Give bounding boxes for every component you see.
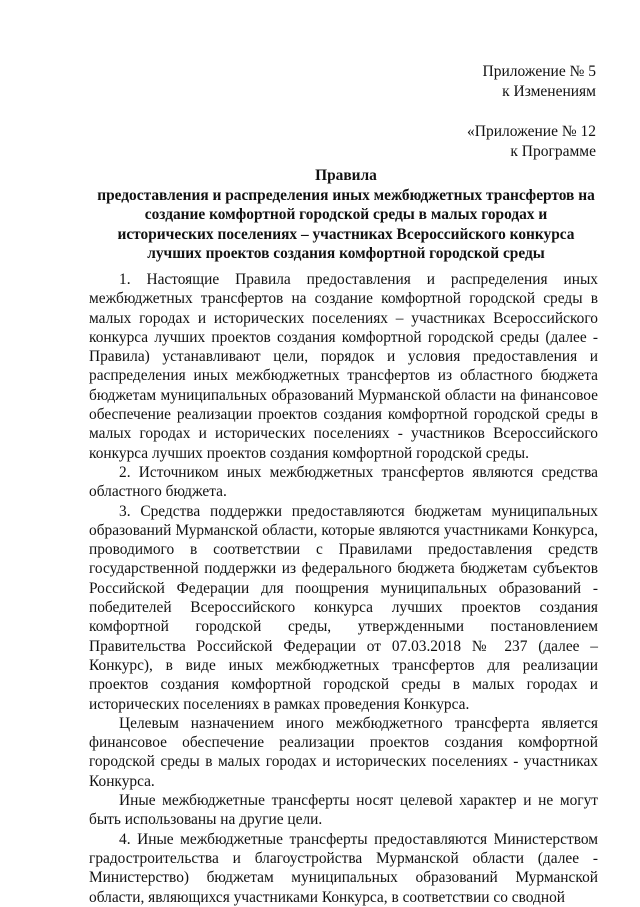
paragraph-3-purpose: Целевым назначением иного межбюджетного трансферта является финансовое обеспечение реализации проектов создания комфортной городской среды в малых городах и исторических поселениях - участниках Конкурса. [89,714,598,790]
paragraph-1: 1. Настоящие Правила предоставления и распределения иных межбюджетных трансфертов на создание комфортной городской среды в малых городах и исторических поселениях – участниках Всероссийского конкурса лучших проектов создания комфортной городской среды (далее - Правила) устанавливают цели, порядок и условия предоставления и распределения иных межбюджетных трансфертов из областного бюджета бюджетам муниципальных образований Мурманской области на финансовое обеспечение реализации проектов создания комфортной городской среды в малых городах и исторических поселениях - участников Всероссийского конкурса лучших проектов создания комфортной городской среды. [89,271,598,462]
document-title [96,166,596,264]
appendix-reference: к Изменениям [502,83,596,100]
appendix-number: «Приложение № 12 [467,123,596,140]
appendix-reference: к Программе [510,143,596,160]
paragraph-4: 4. Иные межбюджетные трансферты предоставляются Министерством градостроительства и благоустройства Мурманской области (далее - Министерство) бюджетам муниципальных образований Мурманской области, являющихся участниками Конкурса, в соответствии со сводной [89,830,598,906]
appendix-header-changes [483,62,596,102]
document-body [89,270,598,907]
paragraph-3: 3. Средства поддержки предоставляются бюджетам муниципальных образований Мурманской области, которые являются участниками Конкурса, проводимого в соответствии с Правилами предоставления средств государственной поддержки из федерального бюджета бюджетам субъектов Российской Федерации для поощрения муниципальных образований - победителей Всероссийского конкурса лучших проектов создания комфортной городской среды, утвержденными постановлением Правительства Российской Федерации от 07.03.2018 № 237 (далее – Конкурс), в виде иных межбюджетных трансфертов для реализации проектов создания комфортной городской среды в малых городах и исторических поселениях в рамках проведения Конкурса. [89,502,598,713]
title-heading: Правила [315,167,377,184]
title-subheading: предоставления и распределения иных межбюджетных трансфертов на создание комфортной городской среды в малых городах и исторических поселениях – участниках Всероссийского конкурса лучших проектов создания комфортной городской среды [97,186,595,262]
appendix-number: Приложение № 5 [482,63,596,80]
paragraph-3-restriction: Иные межбюджетные трансферты носят целевой характер и не могут быть использованы на другие цели. [89,792,598,829]
paragraph-2: 2. Источником иных межбюджетных трансфертов являются средства областного бюджета. [89,463,598,501]
appendix-header-program [467,122,596,162]
